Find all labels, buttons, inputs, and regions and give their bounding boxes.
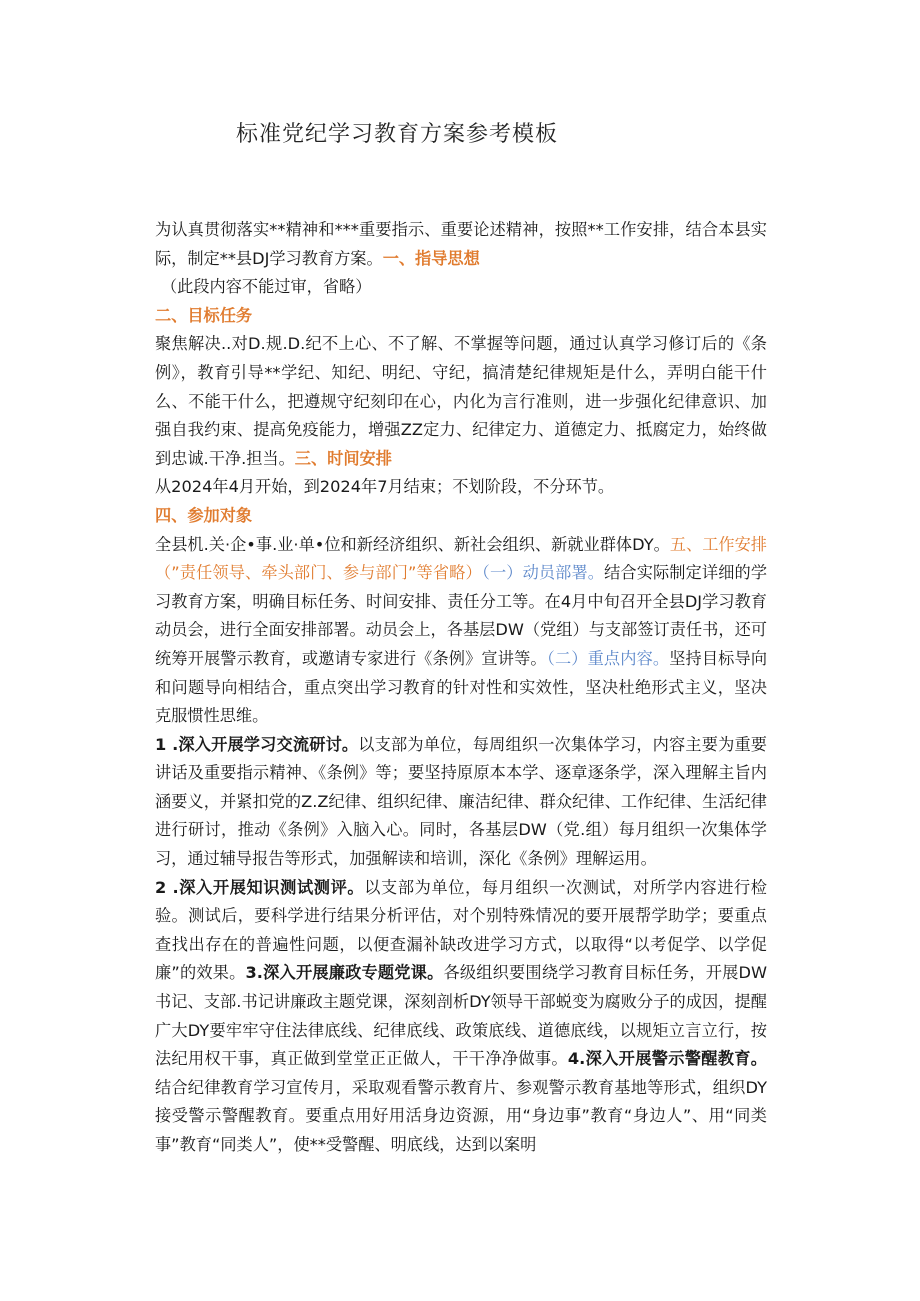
document-body	[155, 216, 767, 1160]
heading-goals: 二、目标任务	[155, 305, 253, 325]
intro-text: 为认真贯彻落实**精神和***重要指示、重要论述精神，按照**工作安排，结合本县实际，制定**县DJ学习教育方案。	[155, 220, 767, 268]
heading-schedule: 三、时间安排	[294, 448, 392, 468]
goals-text: 聚焦解决..对D.规.D.纪不上心、不了解、不掌握等问题，通过认真学习修订后的《条例》，教育引导**学纪、知纪、明纪、守纪，搞清楚纪律规矩是什么，弄明白能干什么、不能干什么，把遵规守纪刻印在心，内化为言行准则，进一步强化纪律意识、加强自我约束、提高免疫能力，增强ZZ定力、纪律定力、道德定力、抵腐定力，始终做到忠诚.干净.担当。	[155, 334, 767, 468]
document-title: 标准党纪学习教育方案参考模板	[236, 122, 559, 147]
key-content-text: 坚持目标导向和问题导向相结合，重点突出学习教育的针对性和实效性，坚决杜绝形式主义，坚决克服惯性思维。	[155, 648, 768, 726]
item-2-text: 以支部为单位，每月组织一次测试，对所学内容进行检验。测试后，要科学进行结果分析评估，对个别特殊情况的要开展帮学助学；要重点查找出存在的普遍性问题，以便查漏补缺改进学习方式，以取得“以考促学、以学促廉”的效果。	[155, 877, 767, 983]
participants-paragraph	[155, 531, 767, 731]
item-3-label: 3.深入开展廉政专题党课。	[245, 963, 444, 983]
goals-paragraph	[155, 330, 767, 473]
item-2-label: 2 .深入开展知识测试测评。	[155, 877, 365, 897]
heading-participants: 四、参加对象	[155, 505, 253, 525]
item-3-text: 各级组织要围绕学习教育目标任务，开展DW书记、支部.书记讲廉政主题党课，深刻剖析DY领导干部蜕变为腐败分子的成因，提醒广大DY要牢牢守住法律底线、纪律底线、政策底线、道德底线，以规矩立言立行，按法纪用权干事，真正做到堂堂正正做人，干干净净做事。	[155, 963, 767, 1069]
item-1-label: 1 .深入开展学习交流研讨。	[155, 734, 359, 754]
item-2-paragraph	[155, 874, 767, 1160]
subheading-mobilization: （一）动员部署。	[481, 563, 605, 583]
omitted-note: （此段内容不能过审，省略）	[161, 277, 372, 297]
schedule-text: 从2024年4月开始，到2024年7月结束；不划阶段，不分环节。	[155, 477, 615, 497]
item-1-text: 以支部为单位，每周组织一次集体学习，内容主要为重要讲话及重要指示精神、《条例》等；要坚持原原本本学、逐章逐条学，深入理解主旨内涵要义，并紧扣党的Z.Z纪律、组织纪律、廉洁纪律、群众纪律、工作纪律、生活纪律进行研讨，推动《条例》入脑入心。同时，各基层DW（党.组）每月组织一次集体学习，通过辅导报告等形式，加强解读和培训，深化《条例》理解运用。	[155, 734, 767, 869]
item-4-label: 4.深入开展警示警醒教育。	[567, 1049, 767, 1069]
heading-guiding-thought: 一、指导思想	[382, 248, 480, 268]
subheading-key-content: （二）重点内容。	[546, 648, 670, 668]
participants-text: 全县机.关·企•事.业·单•位和新经济组织、新社会组织、新就业群体DY。	[155, 534, 670, 554]
intro-paragraph	[155, 216, 767, 273]
item-1-paragraph	[155, 731, 767, 874]
mobilization-text: 结合实际制定详细的学习教育方案，明确目标任务、时间安排、责任分工等。在4月中旬召开全县DJ学习教育动员会，进行全面安排部署。动员会上，各基层DW（党组）与支部签订责任书，还可统筹开展警示教育，或邀请专家进行《条例》宣讲等。	[155, 563, 768, 668]
item-4-text: 结合纪律教育学习宣传月，采取观看警示教育片、参观警示教育基地等形式，组织DY接受警示警醒教育。要重点用好用活身边资源，用“身边事”教育“身边人”、用“同类事”教育“同类人”，使**受警醒、明底线，达到以案明	[155, 1077, 767, 1154]
heading-work-arrangement: 五、工作安排（”责任领导、牵头部门、参与部门”等省略）	[155, 534, 767, 583]
